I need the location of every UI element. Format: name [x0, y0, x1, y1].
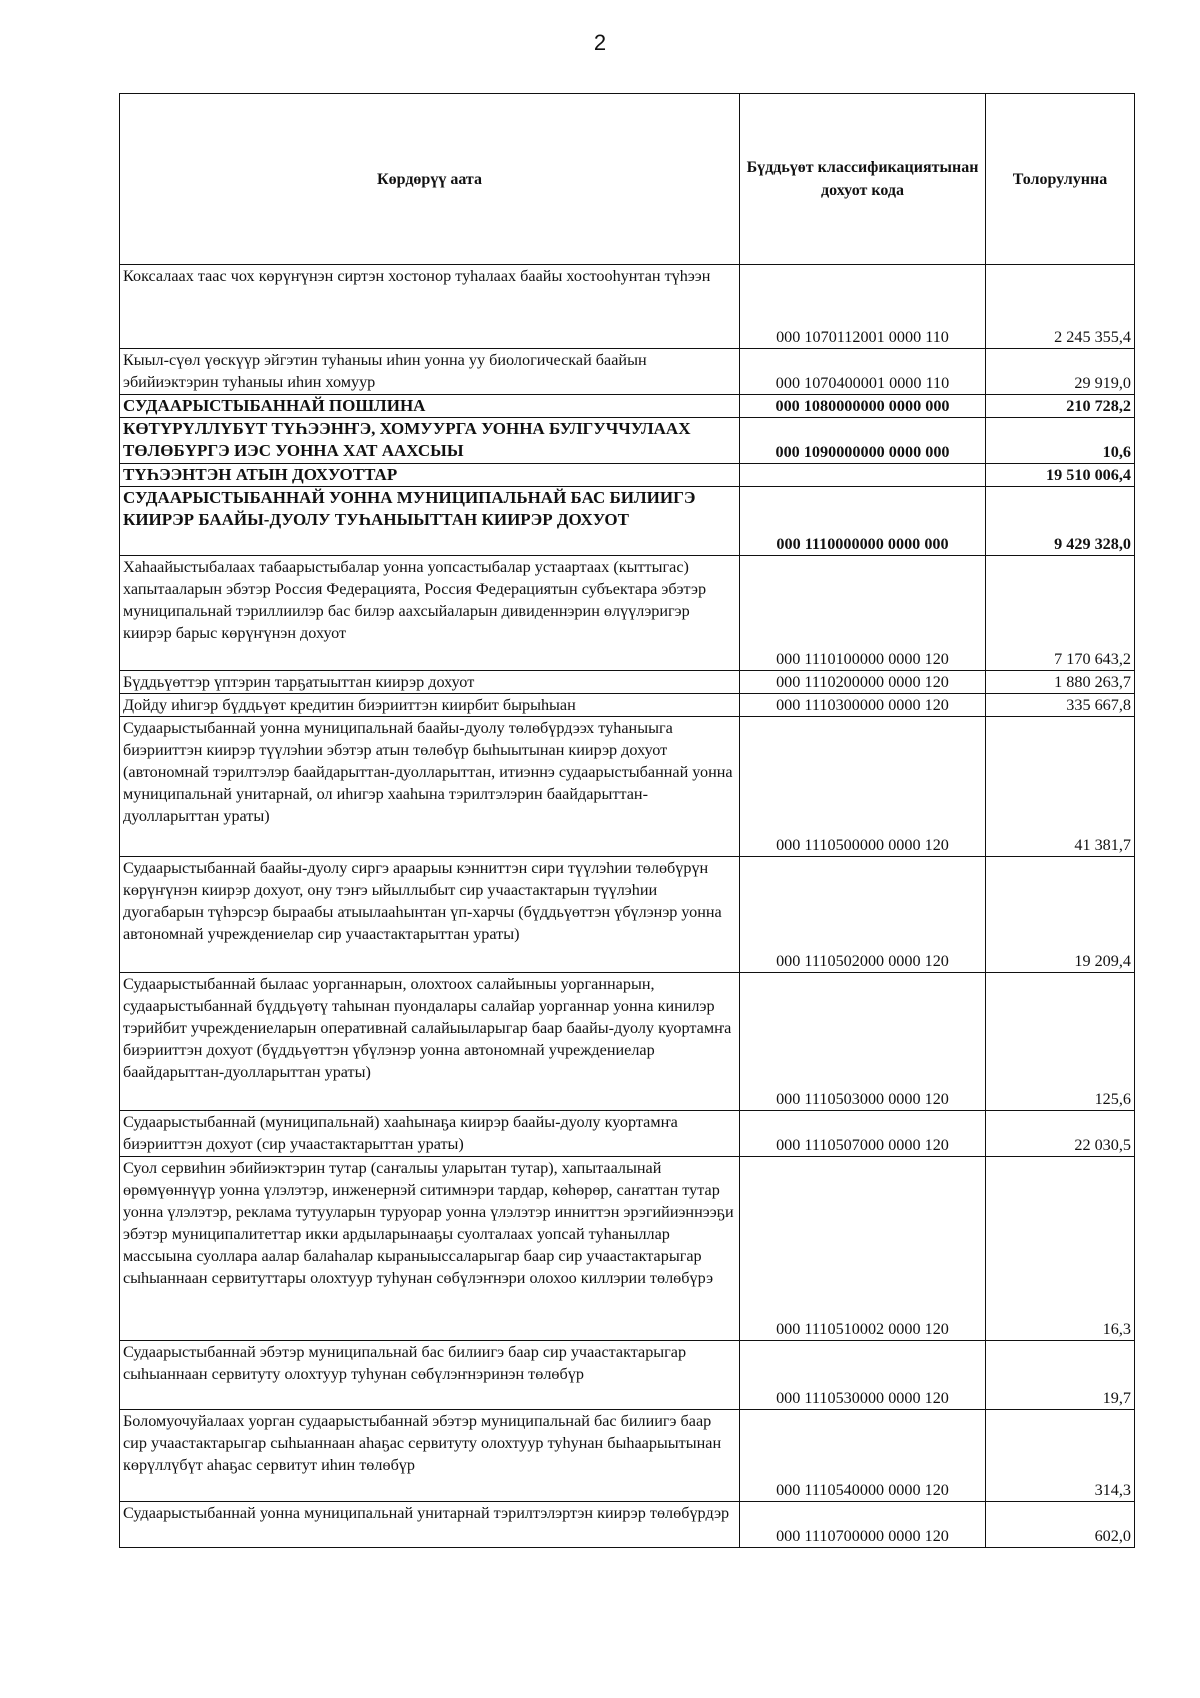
table-row: [120, 973, 1135, 1111]
row-total-cell: 7 170 643,2: [986, 556, 1135, 671]
header-budget-code: Бүддьүөт классификациятынан дохуот кода: [740, 94, 986, 265]
table-row: [120, 1502, 1135, 1548]
row-total-cell: 125,6: [986, 973, 1135, 1111]
header-total: Толорулунна: [986, 94, 1135, 265]
row-total-cell: 335 667,8: [986, 694, 1135, 717]
row-code-cell: 000 1110540000 0000 120: [740, 1410, 986, 1502]
row-name-cell: Судаарыстыбаннай эбэтэр муниципальнай бас билиигэ баар сир учаастактарыгар сыһыаннаан сервитуту олохтуур туһунан сөбүлэҥнэринэн төлөбүр: [120, 1341, 740, 1410]
row-name-cell: Суол сервиһин эбийиэктэрин тутар (саҥалыы уларытан тутар), хапытаалынай өрөмүөннүүр уонна үлэлэтэр, инженернэй ситимнэри тардар, көһөрөр, саҥаттан тутар уонна үлэлэтэр, реклама тутууларын туруорар уонна үлэлэтэр инниттэн эрэгийиэннээҕи эбэтэр муниципалитеттар икки ардыларынааҕы суолталаах уопсай туһаныллар массыына суоллара аалар балаһалар кыраныыссаларыгар баар сир учаастактарыгар сыһыаннаан сервитуттары олохтуур туһунан сөбүлэҥнэри олохоо киллэрии төлөбүрэ: [120, 1157, 740, 1341]
table-header-row: [120, 94, 1135, 265]
table-row: [120, 857, 1135, 973]
table-row: [120, 671, 1135, 694]
row-code-cell: 000 1070112001 0000 110: [740, 265, 986, 349]
table-row: [120, 418, 1135, 464]
row-name-cell: Бүддьүөттэр үптэрин тарҕатыыттан киирэр дохуот: [120, 671, 740, 694]
row-name-cell: СУДААРЫСТЫБАННАЙ УОННА МУНИЦИПАЛЬНАЙ БАС БИЛИИГЭ КИИРЭР БААЙЫ-ДУОЛУ ТУҺАНЫЫТТАН КИИРЭР ДОХУОТ: [120, 487, 740, 556]
row-name-cell: Судаарыстыбаннай былаас уорганнарын, олохтоох салайыныы уорганнарын, судаарыстыбаннай бүддьүөтү таһынан пуондалары салайар уорганнар уонна кинилэр тэрийбит учреждениеларын оперативнай салайыыларыгар баар баайы-дуолу куортамҥа биэрииттэн дохуот (бүддьүөттэн үбүлэнэр уонна автономнай учреждениелар баайдарыттан-дуолларыттан ураты): [120, 973, 740, 1111]
row-total-cell: 19,7: [986, 1341, 1135, 1410]
row-code-cell: 000 1110300000 0000 120: [740, 694, 986, 717]
table-row: [120, 717, 1135, 857]
table-row: [120, 1157, 1135, 1341]
row-total-cell: 314,3: [986, 1410, 1135, 1502]
row-name-cell: Судаарыстыбаннай баайы-дуолу сиргэ араарыы кэнниттэн сири түүлэһии төлөбүрүн көрүҥүнэн киирэр дохуот, ону тэҥэ ыйыллыбыт сир учаастактарын түүлэһии дуогабарын түһэрсэр быраабы атыылааһынтан үп-харчы (бүддьүөттэн үбүлэнэр уонна автономнай учреждениелар сир учаастактарыттан ураты): [120, 857, 740, 973]
table-body: [120, 265, 1135, 1548]
row-code-cell: 000 1090000000 0000 000: [740, 418, 986, 464]
table-row: [120, 1111, 1135, 1157]
row-code-cell: 000 1110503000 0000 120: [740, 973, 986, 1111]
row-code-cell: 000 1110507000 0000 120: [740, 1111, 986, 1157]
row-code-cell: 000 1070400001 0000 110: [740, 349, 986, 395]
table-row: [120, 556, 1135, 671]
table-row: [120, 1410, 1135, 1502]
page-number: 2: [593, 30, 607, 55]
table-row: [120, 395, 1135, 418]
row-total-cell: 19 510 006,4: [986, 464, 1135, 487]
table-row: [120, 265, 1135, 349]
row-name-cell: Судаарыстыбаннай уонна муниципальнай унитарнай тэрилтэлэртэн киирэр төлөбүрдэр: [120, 1502, 740, 1548]
table-row: [120, 464, 1135, 487]
row-total-cell: 9 429 328,0: [986, 487, 1135, 556]
row-total-cell: 10,6: [986, 418, 1135, 464]
row-name-cell: Дойду иһигэр бүддьүөт кредитин биэрииттэн киирбит бырыһыан: [120, 694, 740, 717]
row-total-cell: 602,0: [986, 1502, 1135, 1548]
row-code-cell: 000 1110200000 0000 120: [740, 671, 986, 694]
budget-table: [119, 93, 1135, 1548]
row-code-cell: 000 1110000000 0000 000: [740, 487, 986, 556]
row-name-cell: ТҮҺЭЭНТЭН АТЫН ДОХУОТТАР: [120, 464, 740, 487]
header-indicator-name: Көрдөрүү аата: [120, 94, 740, 265]
row-code-cell: 000 1110502000 0000 120: [740, 857, 986, 973]
row-code-cell: 000 1080000000 0000 000: [740, 395, 986, 418]
row-total-cell: 29 919,0: [986, 349, 1135, 395]
row-name-cell: Судаарыстыбаннай (муниципальнай) хааһынаҕа киирэр баайы-дуолу куортамҥа биэрииттэн дохуот (сир учаастактарыттан ураты): [120, 1111, 740, 1157]
row-total-cell: 1 880 263,7: [986, 671, 1135, 694]
row-code-cell: 000 1110510002 0000 120: [740, 1157, 986, 1341]
row-name-cell: Хаһаайыстыбалаах табаарыстыбалар уонна уопсастыбалар устаартаах (кыттыгас) хапытааларын эбэтэр Россия Федерацията, Россия Федерациятын субъектара эбэтэр муниципальнай тэриллиилэр бас билэр аахсыйаларын дивиденнэрин өлүүлэригэр киирэр барыс көрүҥүнэн дохуот: [120, 556, 740, 671]
row-code-cell: 000 1110100000 0000 120: [740, 556, 986, 671]
row-name-cell: Коксалаах таас чох көрүҥүнэн сиртэн хостонор туһалаах баайы хостооһунтан түһээн: [120, 265, 740, 349]
row-code-cell: 000 1110700000 0000 120: [740, 1502, 986, 1548]
row-total-cell: 16,3: [986, 1157, 1135, 1341]
row-code-cell: 000 1110530000 0000 120: [740, 1341, 986, 1410]
table-row: [120, 1341, 1135, 1410]
row-name-cell: Судаарыстыбаннай уонна муниципальнай баайы-дуолу төлөбүрдээх туһаныыга биэрииттэн киирэр түүлэһии эбэтэр атын төлөбүр быһыытынан киирэр дохуот (автономнай тэрилтэлэр баайдарыттан-дуолларыттан, итиэннэ судаарыстыбаннай уонна муниципальнай унитарнай, ол иһигэр хааһына тэрилтэлэрин баайдарыттан-дуолларыттан ураты): [120, 717, 740, 857]
table-row: [120, 349, 1135, 395]
row-name-cell: Кыыл-сүөл үөскүүр эйгэтин туһаныы иһин уонна уу биологическай баайын эбийиэктэрин туһаныы иһин хомуур: [120, 349, 740, 395]
table-row: [120, 694, 1135, 717]
table-row: [120, 487, 1135, 556]
row-code-cell: 000 1110500000 0000 120: [740, 717, 986, 857]
row-name-cell: Боломуочуйалаах уорган судаарыстыбаннай эбэтэр муниципальнай бас билиигэ баар сир учаастактарыгар сыһыаннаан аһаҕас сервитуту олохтуур туһунан быһаарыытынан көрүллүбүт аһаҕас сервитут иһин төлөбүр: [120, 1410, 740, 1502]
row-total-cell: 41 381,7: [986, 717, 1135, 857]
row-name-cell: СУДААРЫСТЫБАННАЙ ПОШЛИНА: [120, 395, 740, 418]
row-name-cell: КӨТҮРҮЛЛҮБҮТ ТҮҺЭЭНҤЭ, ХОМУУРГА УОННА БУЛГУЧЧУЛААХ ТӨЛӨБҮРГЭ ИЭС УОННА ХАТ ААХСЫЫ: [120, 418, 740, 464]
row-total-cell: 2 245 355,4: [986, 265, 1135, 349]
row-total-cell: 19 209,4: [986, 857, 1135, 973]
row-code-cell: [740, 464, 986, 487]
row-total-cell: 22 030,5: [986, 1111, 1135, 1157]
row-total-cell: 210 728,2: [986, 395, 1135, 418]
